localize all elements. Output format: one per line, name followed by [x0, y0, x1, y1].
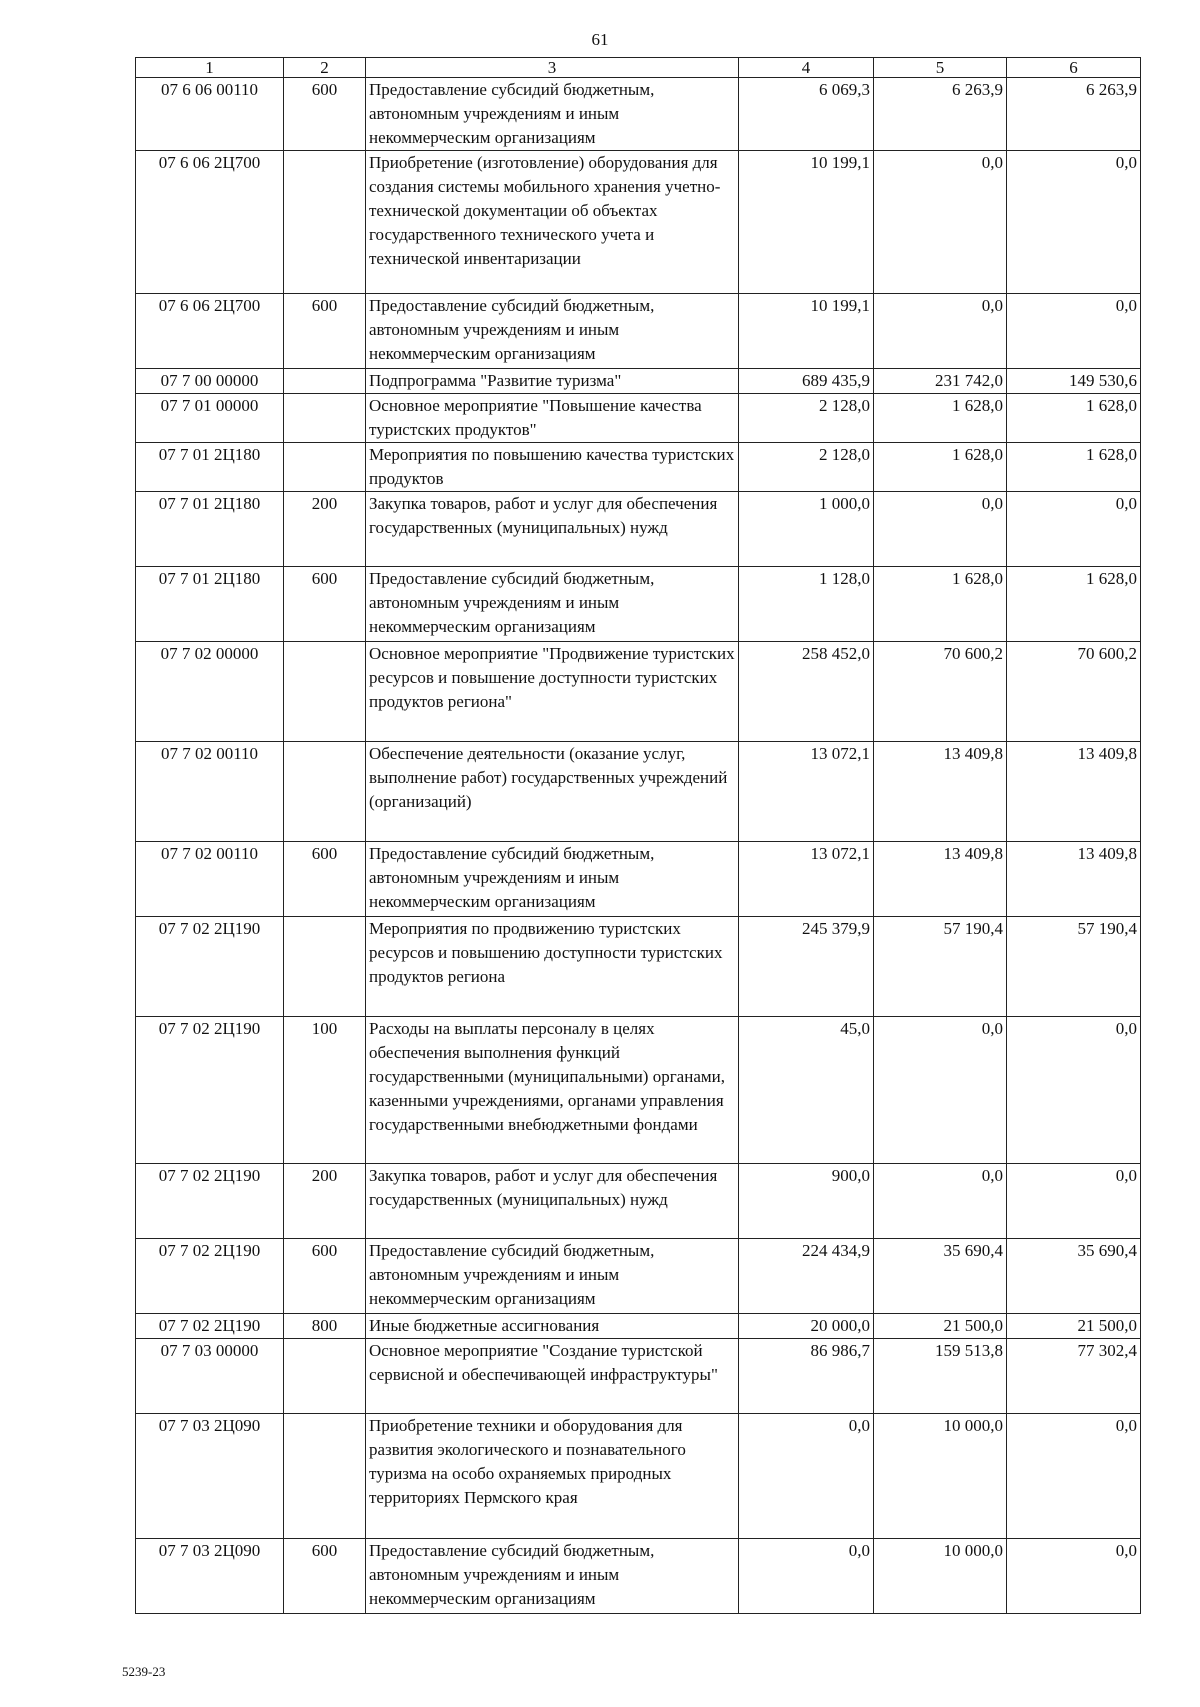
column-header-4: 4	[739, 58, 874, 78]
row-code: 07 6 06 2Ц700	[136, 294, 284, 369]
row-value-col5: 0,0	[874, 492, 1007, 567]
page-number: 61	[591, 30, 609, 49]
row-value-col5: 13 409,8	[874, 742, 1007, 842]
row-value-col4: 2 128,0	[739, 394, 874, 443]
row-value-col6: 0,0	[1007, 294, 1141, 369]
budget-table	[135, 57, 1141, 1614]
row-expense-type	[284, 1414, 366, 1539]
row-name: Основное мероприятие "Повышение качества туристских продуктов"	[366, 394, 739, 443]
row-value-col6: 57 190,4	[1007, 917, 1141, 1017]
table-row	[136, 742, 1141, 842]
table-row	[136, 1339, 1141, 1414]
row-value-col5: 6 263,9	[874, 78, 1007, 151]
row-code: 07 6 06 00110	[136, 78, 284, 151]
row-name: Предоставление субсидий бюджетным, автономным учреждениям и иным некоммерческим организациям	[366, 567, 739, 642]
row-value-col4: 0,0	[739, 1539, 874, 1614]
row-code: 07 7 02 2Ц190	[136, 1314, 284, 1339]
row-value-col6: 70 600,2	[1007, 642, 1141, 742]
table-row	[136, 917, 1141, 1017]
row-name: Предоставление субсидий бюджетным, автономным учреждениям и иным некоммерческим организациям	[366, 1539, 739, 1614]
row-code: 07 7 02 00110	[136, 742, 284, 842]
row-value-col5: 1 628,0	[874, 394, 1007, 443]
row-value-col5: 0,0	[874, 1017, 1007, 1164]
row-name: Мероприятия по продвижению туристских ресурсов и повышению доступности туристских продуктов региона	[366, 917, 739, 1017]
table-row	[136, 567, 1141, 642]
row-code: 07 7 01 00000	[136, 394, 284, 443]
row-value-col4: 45,0	[739, 1017, 874, 1164]
row-value-col5: 0,0	[874, 1164, 1007, 1239]
row-value-col5: 0,0	[874, 151, 1007, 294]
row-name: Основное мероприятие "Продвижение туристских ресурсов и повышение доступности туристских продуктов региона"	[366, 642, 739, 742]
row-value-col5: 70 600,2	[874, 642, 1007, 742]
row-name: Предоставление субсидий бюджетным, автономным учреждениям и иным некоммерческим организациям	[366, 78, 739, 151]
table-row	[136, 842, 1141, 917]
row-expense-type: 600	[284, 294, 366, 369]
row-value-col6: 21 500,0	[1007, 1314, 1141, 1339]
table-row	[136, 1017, 1141, 1164]
row-value-col4: 1 000,0	[739, 492, 874, 567]
row-value-col4: 258 452,0	[739, 642, 874, 742]
row-value-col5: 1 628,0	[874, 567, 1007, 642]
row-value-col4: 245 379,9	[739, 917, 874, 1017]
row-code: 07 7 02 00110	[136, 842, 284, 917]
row-value-col6: 1 628,0	[1007, 394, 1141, 443]
row-expense-type: 200	[284, 492, 366, 567]
row-name: Подпрограмма "Развитие туризма"	[366, 369, 739, 394]
row-name: Мероприятия по повышению качества туристских продуктов	[366, 443, 739, 492]
row-name: Закупка товаров, работ и услуг для обеспечения государственных (муниципальных) нужд	[366, 492, 739, 567]
row-value-col4: 1 128,0	[739, 567, 874, 642]
row-name: Предоставление субсидий бюджетным, автономным учреждениям и иным некоммерческим организациям	[366, 294, 739, 369]
row-name: Предоставление субсидий бюджетным, автономным учреждениям и иным некоммерческим организациям	[366, 842, 739, 917]
table-row	[136, 294, 1141, 369]
table-row	[136, 394, 1141, 443]
table-row	[136, 78, 1141, 151]
row-expense-type	[284, 443, 366, 492]
table-row	[136, 151, 1141, 294]
row-value-col6: 0,0	[1007, 1539, 1141, 1614]
row-value-col6: 1 628,0	[1007, 567, 1141, 642]
row-value-col6: 149 530,6	[1007, 369, 1141, 394]
table-row	[136, 642, 1141, 742]
row-expense-type: 600	[284, 1539, 366, 1614]
row-value-col6: 13 409,8	[1007, 842, 1141, 917]
column-header-2: 2	[284, 58, 366, 78]
row-expense-type: 800	[284, 1314, 366, 1339]
row-value-col5: 10 000,0	[874, 1414, 1007, 1539]
table-row	[136, 1164, 1141, 1239]
row-value-col5: 231 742,0	[874, 369, 1007, 394]
row-name: Обеспечение деятельности (оказание услуг, выполнение работ) государственных учреждений (организаций)	[366, 742, 739, 842]
row-code: 07 7 03 00000	[136, 1339, 284, 1414]
row-expense-type	[284, 369, 366, 394]
row-value-col4: 13 072,1	[739, 742, 874, 842]
row-value-col5: 35 690,4	[874, 1239, 1007, 1314]
row-value-col6: 0,0	[1007, 151, 1141, 294]
column-number-header-row	[136, 58, 1141, 78]
row-expense-type	[284, 917, 366, 1017]
row-value-col4: 900,0	[739, 1164, 874, 1239]
row-value-col6: 6 263,9	[1007, 78, 1141, 151]
row-expense-type	[284, 742, 366, 842]
row-expense-type	[284, 642, 366, 742]
row-code: 07 7 01 2Ц180	[136, 492, 284, 567]
row-code: 07 7 01 2Ц180	[136, 443, 284, 492]
table-row	[136, 1239, 1141, 1314]
row-name: Приобретение (изготовление) оборудования для создания системы мобильного хранения учетно-технической документации об объектах государственного технического учета и технической инвентаризации	[366, 151, 739, 294]
table-row	[136, 492, 1141, 567]
row-name: Расходы на выплаты персоналу в целях обеспечения выполнения функций государственными (муниципальными) органами, казенными учреждениями, органами управления государственными внебюджетными фондами	[366, 1017, 739, 1164]
row-name: Приобретение техники и оборудования для развития экологического и познавательного туризма на особо охраняемых природных территориях Пермского края	[366, 1414, 739, 1539]
row-value-col4: 689 435,9	[739, 369, 874, 394]
row-expense-type	[284, 394, 366, 443]
row-expense-type: 600	[284, 567, 366, 642]
column-header-5: 5	[874, 58, 1007, 78]
row-expense-type: 100	[284, 1017, 366, 1164]
row-value-col4: 2 128,0	[739, 443, 874, 492]
row-name: Иные бюджетные ассигнования	[366, 1314, 739, 1339]
document-code: 5239-23	[122, 1664, 166, 1679]
row-expense-type: 600	[284, 78, 366, 151]
row-value-col6: 0,0	[1007, 1414, 1141, 1539]
row-code: 07 7 00 00000	[136, 369, 284, 394]
row-value-col4: 20 000,0	[739, 1314, 874, 1339]
row-value-col6: 35 690,4	[1007, 1239, 1141, 1314]
row-value-col5: 1 628,0	[874, 443, 1007, 492]
row-code: 07 6 06 2Ц700	[136, 151, 284, 294]
row-value-col4: 10 199,1	[739, 294, 874, 369]
row-value-col4: 224 434,9	[739, 1239, 874, 1314]
table-row	[136, 443, 1141, 492]
row-value-col4: 10 199,1	[739, 151, 874, 294]
row-value-col4: 0,0	[739, 1414, 874, 1539]
row-code: 07 7 02 2Ц190	[136, 1164, 284, 1239]
table-row	[136, 1414, 1141, 1539]
row-expense-type: 600	[284, 842, 366, 917]
row-value-col6: 0,0	[1007, 492, 1141, 567]
row-code: 07 7 02 2Ц190	[136, 917, 284, 1017]
column-header-6: 6	[1007, 58, 1141, 78]
row-code: 07 7 01 2Ц180	[136, 567, 284, 642]
row-value-col5: 10 000,0	[874, 1539, 1007, 1614]
row-code: 07 7 02 00000	[136, 642, 284, 742]
row-value-col6: 0,0	[1007, 1164, 1141, 1239]
row-name: Закупка товаров, работ и услуг для обеспечения государственных (муниципальных) нужд	[366, 1164, 739, 1239]
row-expense-type: 200	[284, 1164, 366, 1239]
row-value-col4: 86 986,7	[739, 1339, 874, 1414]
table-row	[136, 369, 1141, 394]
row-value-col5: 159 513,8	[874, 1339, 1007, 1414]
row-value-col6: 1 628,0	[1007, 443, 1141, 492]
row-expense-type	[284, 1339, 366, 1414]
row-value-col6: 77 302,4	[1007, 1339, 1141, 1414]
row-name: Основное мероприятие "Создание туристской сервисной и обеспечивающей инфраструктуры"	[366, 1339, 739, 1414]
table-row	[136, 1539, 1141, 1614]
row-value-col5: 21 500,0	[874, 1314, 1007, 1339]
row-name: Предоставление субсидий бюджетным, автономным учреждениям и иным некоммерческим организациям	[366, 1239, 739, 1314]
row-value-col6: 0,0	[1007, 1017, 1141, 1164]
column-header-3: 3	[366, 58, 739, 78]
column-header-1: 1	[136, 58, 284, 78]
row-expense-type	[284, 151, 366, 294]
row-value-col4: 6 069,3	[739, 78, 874, 151]
row-value-col5: 57 190,4	[874, 917, 1007, 1017]
row-code: 07 7 03 2Ц090	[136, 1414, 284, 1539]
table-row	[136, 1314, 1141, 1339]
row-value-col6: 13 409,8	[1007, 742, 1141, 842]
row-expense-type: 600	[284, 1239, 366, 1314]
row-code: 07 7 03 2Ц090	[136, 1539, 284, 1614]
row-value-col5: 13 409,8	[874, 842, 1007, 917]
row-code: 07 7 02 2Ц190	[136, 1017, 284, 1164]
row-value-col5: 0,0	[874, 294, 1007, 369]
row-value-col4: 13 072,1	[739, 842, 874, 917]
row-code: 07 7 02 2Ц190	[136, 1239, 284, 1314]
